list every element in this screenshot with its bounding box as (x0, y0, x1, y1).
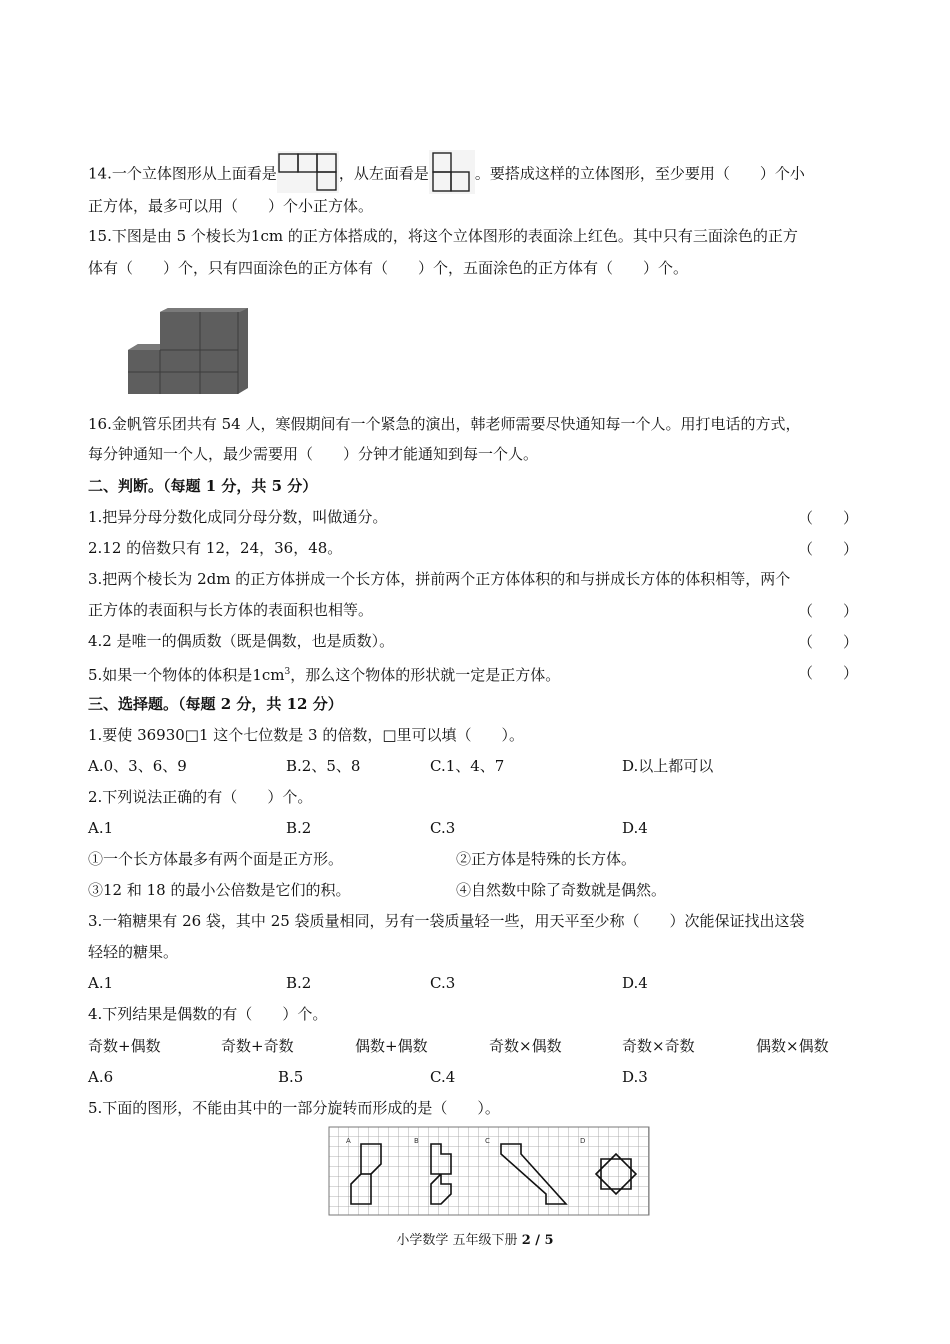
choice-q4-expr-6: 偶数×偶数 (756, 1037, 829, 1055)
judge-q5-text-b: ，那么这个物体的形状就一定是正方体。 (290, 666, 561, 684)
choice-q4-option-c: C.4 (430, 1068, 456, 1086)
choice-q2-option-a: A.1 (88, 819, 114, 837)
choice-q1-option-c: C.1、4、7 (430, 757, 505, 775)
question-15-line1: 15.下图是由 5 个棱长为1cm 的正方体搭成的，将这个立体图形的表面涂上红色。其中只有三面涂色的正方 (88, 227, 798, 245)
section-2-title: 二、判断。（每题 1 分，共 5 分） (88, 477, 318, 495)
q14-text-a: 14.一个立体图形从上面看是 (88, 164, 277, 183)
choice-q4-expr-2: 奇数+奇数 (221, 1037, 294, 1055)
choice-q3-option-d: D.4 (622, 974, 648, 992)
choice-q4: 4.下列结果是偶数的有（ ）个。 (88, 1005, 328, 1023)
choice-q2-statement-4: ④自然数中除了奇数就是偶然。 (456, 881, 667, 899)
judge-q2: 2.12 的倍数只有 12，24，36，48。 (88, 539, 343, 557)
question-16-line2: 每分钟通知一个人，最少需要用（ ）分钟才能通知到每一个人。 (88, 445, 539, 463)
choice-q2-statement-3: ③12 和 18 的最小公倍数是它们的积。 (88, 881, 351, 899)
choice-q1-option-a: A.0、3、6、9 (88, 757, 187, 775)
q14-text-c: 。要搭成这样的立体图形，至少要用（ ）个小 (474, 164, 805, 183)
question-15-line2: 体有（ ）个，只有四面涂色的正方体有（ ）个，五面涂色的正方体有（ ）个。 (88, 259, 689, 277)
section-3-title: 三、选择题。（每题 2 分，共 12 分） (88, 695, 343, 713)
page-number: 2 / 5 (521, 1233, 554, 1248)
choice-q4-option-a: A.6 (88, 1068, 114, 1086)
shape-label-c: C (485, 1137, 490, 1145)
choice-q3-option-b: B.2 (286, 974, 312, 992)
choice-q3-line2: 轻轻的糖果。 (88, 943, 179, 961)
question-16-line1: 16.金帆管乐团共有 54 人，寒假期间有一个紧急的演出，韩老师需要尽快通知每一个人。用打电话的方式， (88, 415, 801, 433)
judge-q3-line1: 3.把两个棱长为 2dm 的正方体拼成一个长方体，拼前两个正方体体积的和与拼成长方体的体积相等，两个 (88, 570, 791, 588)
judge-q5-sup: 3 (284, 667, 291, 677)
question-14-line1 (88, 150, 805, 199)
choice-q1: 1.要使 36930□1 这个七位数是 3 的倍数，□里可以填（ ）。 (88, 726, 525, 744)
q14-text-b: ，从左面看是 (338, 164, 429, 183)
choice-q4-expr-5: 奇数×奇数 (622, 1037, 695, 1055)
footer-subject: 小学数学 五年级下册 (396, 1233, 522, 1248)
judge-q5-text-a: 5.如果一个物体的体积是1cm (88, 666, 285, 684)
choice-q2-statement-2: ②正方体是特殊的长方体。 (456, 850, 637, 868)
top-view-figure (277, 151, 339, 198)
judge-q1-answer-blank: （ ） (798, 509, 859, 527)
judge-q2-answer-blank: （ ） (798, 540, 859, 558)
choice-q4-expr-3: 偶数+偶数 (355, 1037, 428, 1055)
question-14-line2: 正方体，最多可以用（ ）个小正方体。 (88, 197, 374, 215)
choice-q2-statement-1: ①一个长方体最多有两个面是正方形。 (88, 850, 344, 868)
cube-solid-figure (126, 306, 250, 400)
choice-q1-option-d: D.以上都可以 (622, 757, 714, 775)
choice-q1-option-b: B.2、5、8 (286, 757, 361, 775)
rotation-shapes-grid-figure (328, 1126, 654, 1222)
judge-q4: 4.2 是唯一的偶质数（既是偶数，也是质数）。 (88, 632, 395, 650)
choice-q2: 2.下列说法正确的有（ ）个。 (88, 788, 313, 806)
choice-q3-line1: 3.一箱糖果有 26 袋，其中 25 袋质量相同，另有一袋质量轻一些，用天平至少称（ ）次能保证找出这袋 (88, 912, 805, 930)
judge-q4-answer-blank: （ ） (798, 633, 859, 651)
judge-q1: 1.把异分母分数化成同分母分数，叫做通分。 (88, 508, 388, 526)
judge-q3-answer-blank: （ ） (798, 602, 859, 620)
judge-q3-line2: 正方体的表面积与长方体的表面积也相等。 (88, 601, 374, 619)
judge-q5-answer-blank: （ ） (798, 664, 859, 682)
choice-q3-option-c: C.3 (430, 974, 456, 992)
judge-q5 (88, 662, 560, 685)
shape-label-a: A (346, 1137, 351, 1145)
shape-label-b: B (414, 1137, 419, 1145)
choice-q2-option-d: D.4 (622, 819, 648, 837)
choice-q4-expr-1: 奇数+偶数 (88, 1037, 161, 1055)
page-footer (0, 1229, 950, 1248)
choice-q4-option-d: D.3 (622, 1068, 648, 1086)
choice-q5: 5.下面的图形，不能由其中的一部分旋转而形成的是（ ）。 (88, 1099, 500, 1117)
choice-q3-option-a: A.1 (88, 974, 114, 992)
choice-q2-option-b: B.2 (286, 819, 312, 837)
shape-label-d: D (580, 1137, 586, 1145)
choice-q4-expr-4: 奇数×偶数 (489, 1037, 562, 1055)
choice-q2-option-c: C.3 (430, 819, 456, 837)
choice-q4-option-b: B.5 (278, 1068, 304, 1086)
left-view-figure (429, 150, 475, 199)
